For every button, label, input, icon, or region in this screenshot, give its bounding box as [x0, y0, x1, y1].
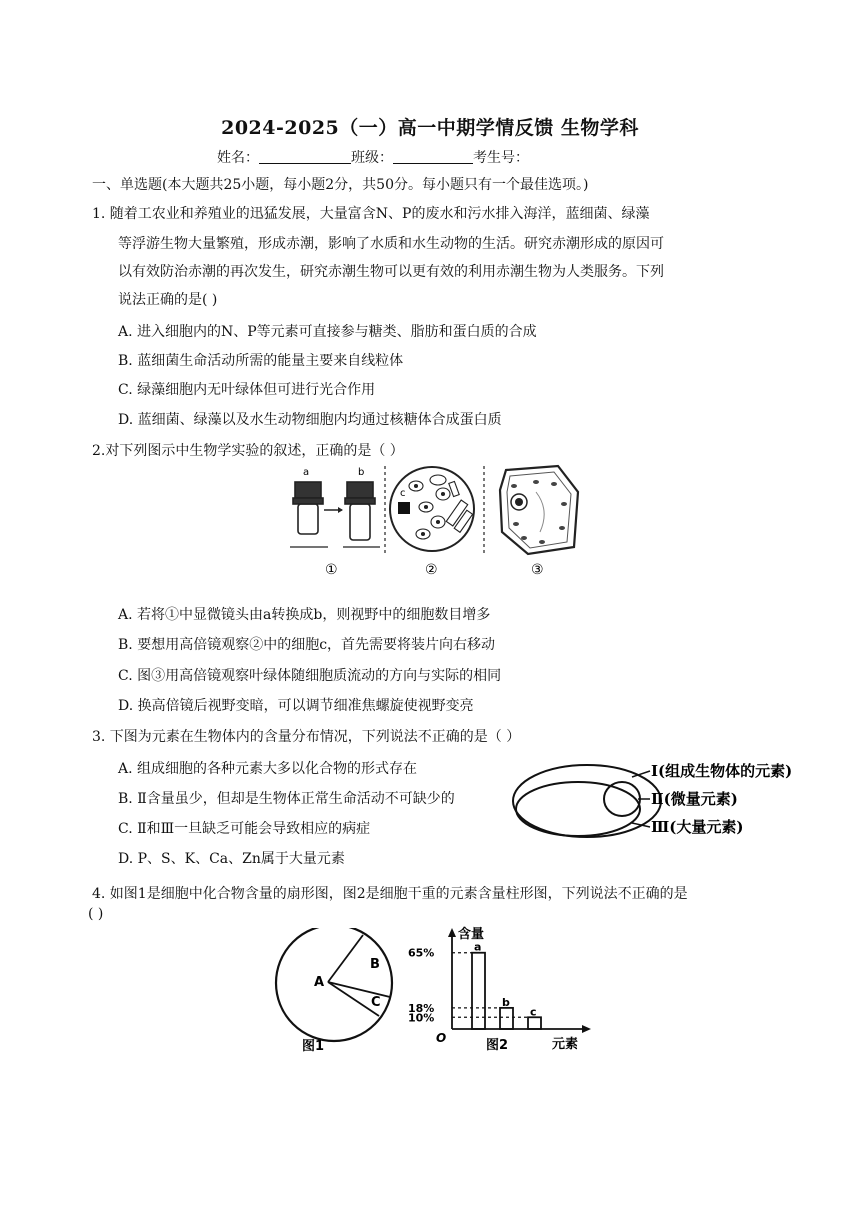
q3-stem: 3. 下图为元素在生物体内的含量分布情况，下列说法不正确的是（ ）	[92, 729, 521, 745]
q3-option-b: B. Ⅱ含量虽少，但却是生物体正常生命活动不可缺少的	[118, 791, 455, 807]
label-II: Ⅱ(微量元素)	[651, 790, 738, 808]
q2-stem: 2.对下列图示中生物学实验的叙述，正确的是（ ）	[92, 443, 404, 459]
origin-label: O	[436, 1031, 447, 1045]
bar-c	[528, 1017, 541, 1029]
tick-label-b: 18%	[408, 1001, 435, 1015]
label-a: a	[303, 467, 310, 478]
bar-label-c: c	[530, 1005, 537, 1019]
ellipse-III	[516, 782, 640, 836]
arrow-head	[338, 507, 343, 513]
bar-marks	[408, 941, 541, 1029]
q2-figure-svg	[288, 462, 588, 582]
fig1-caption: 图1	[302, 1039, 325, 1054]
q1-line-2: 等浮游生物大量繁殖，形成赤潮，影响了水质和水生动物的生活。研究赤潮形成的原因可	[118, 236, 664, 252]
q4-stem-line-1: 4. 如图1是细胞中化合物含量的扇形图，图2是细胞干重的元素含量柱形图，下列说法不正确的是	[92, 886, 688, 902]
ellipse-I	[513, 765, 661, 837]
pie-divider-1	[328, 935, 363, 982]
q4-figure-2	[406, 924, 596, 1058]
y-axis-label: 含量	[458, 927, 485, 942]
y-axis-arrow	[448, 928, 456, 937]
q1-option-d: D. 蓝细菌、绿藻以及水生动物细胞内均通过核糖体合成蛋白质	[118, 412, 502, 428]
label-I: Ⅰ(组成生物体的元素)	[651, 762, 793, 780]
section-heading: 一、单选题(本大题共25小题，每小题2分，共50分。每小题只有一个最佳选项。)	[92, 177, 589, 193]
bar-label-b: b	[502, 995, 510, 1009]
pie-label-B: B	[370, 957, 380, 972]
pie-label-A: A	[314, 975, 325, 990]
q3-element-diagram	[512, 753, 812, 857]
bar-chart-svg	[406, 924, 596, 1054]
tick-label-a: 65%	[408, 946, 435, 960]
nucleolus	[515, 498, 523, 506]
q3-diagram-svg	[512, 753, 812, 853]
q2-option-d: D. 换高倍镜后视野变暗，可以调节细准焦螺旋使视野变亮	[118, 698, 474, 714]
q3-option-a: A. 组成细胞的各种元素大多以化合物的形式存在	[118, 761, 418, 777]
name-label: 姓名：	[217, 150, 259, 166]
bar-label-a: a	[474, 940, 482, 954]
x-axis-label: 元素	[552, 1037, 579, 1052]
q3-option-d: D. P、S、K、Ca、Zn属于大量元素	[118, 851, 345, 867]
plant-cell-wall	[500, 466, 578, 554]
q1-line-4: 说法正确的是( )	[118, 292, 218, 308]
bar-b	[500, 1008, 513, 1029]
label-III: Ⅲ(大量元素)	[651, 818, 744, 836]
pie-outline	[276, 928, 392, 1041]
q1-option-a: A. 进入细胞内的N、P等元素可直接参与糖类、脂肪和蛋白质的合成	[118, 324, 537, 340]
exam-title: 2024-2025（一）高一中期学情反馈 生物学科	[221, 117, 639, 139]
cytoplasm-stream	[536, 492, 544, 532]
q3-option-c: C. Ⅱ和Ⅲ一旦缺乏可能会导致相应的病症	[118, 821, 371, 837]
q1-option-c: C. 绿藻细胞内无叶绿体但可进行光合作用	[118, 382, 376, 398]
field-cells	[409, 475, 473, 539]
chloroplasts	[511, 480, 567, 544]
q4-figure-1	[270, 928, 400, 1058]
label-c: c	[400, 488, 406, 499]
q2-option-a: A. 若将①中显微镜头由a转换成b，则视野中的细胞数目增多	[118, 607, 491, 623]
exam-no-label: 考生号：	[473, 150, 529, 166]
panel-3-label: ③	[531, 562, 544, 578]
objective-lens-a	[293, 482, 323, 534]
student-info-line	[217, 147, 529, 167]
fig2-caption: 图2	[486, 1038, 509, 1053]
q1-option-b: B. 蓝细菌生命活动所需的能量主要来自线粒体	[118, 353, 404, 369]
name-blank[interactable]	[259, 149, 351, 164]
x-axis-arrow	[582, 1025, 591, 1033]
pie-label-C: C	[371, 995, 381, 1010]
tick-label-c: 10%	[408, 1011, 435, 1025]
pie-divider-2	[328, 982, 390, 997]
class-blank[interactable]	[393, 149, 473, 164]
q2-option-b: B. 要想用高倍镜观察②中的细胞c，首先需要将装片向右移动	[118, 637, 496, 653]
q1-line-3: 以有效防治赤潮的再次发生，研究赤潮生物可以更有效的利用赤潮生物为人类服务。下列	[118, 264, 664, 280]
panel-1-label: ①	[325, 562, 338, 578]
class-label: 班级：	[351, 150, 393, 166]
objective-lens-b	[345, 482, 375, 540]
cell-c	[398, 502, 410, 514]
label-b: b	[358, 467, 365, 478]
panel-2-label: ②	[425, 562, 438, 578]
q4-stem-line-2: ( )	[88, 906, 104, 922]
q2-option-c: C. 图③用高倍镜观察叶绿体随细胞质流动的方向与实际的相同	[118, 668, 502, 684]
pie-chart-svg	[270, 928, 400, 1054]
q1-line-1: 1. 随着工农业和养殖业的迅猛发展，大量富含N、P的废水和污水排入海洋，蓝细菌、绿藻	[92, 206, 650, 222]
q2-figure	[288, 462, 588, 586]
